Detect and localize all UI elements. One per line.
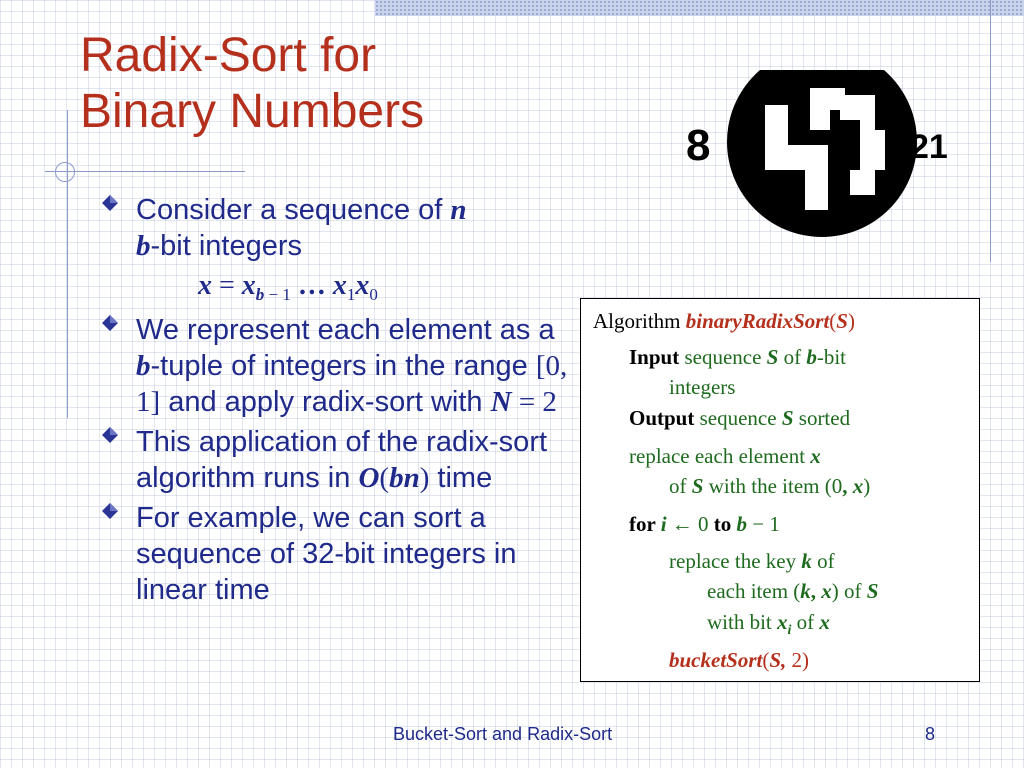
- formula-ellipsis: …: [290, 270, 333, 301]
- algorithm-replace-cont: [669, 472, 870, 501]
- formula-sub-b: b: [255, 285, 265, 304]
- math-variable: n: [450, 194, 467, 226]
- math-paren: ): [419, 462, 430, 494]
- algorithm-for-loop: [629, 510, 780, 539]
- bullet-text: For example, we can sort a sequence of 32-bit integers in linear time: [136, 502, 517, 606]
- algorithm-input-cont: [669, 373, 735, 402]
- diamond-bullet-icon: [102, 427, 118, 443]
- page-number: 8: [925, 724, 936, 744]
- bullet-text: Consider a sequence of: [136, 194, 451, 226]
- math-variable: bn: [389, 462, 420, 494]
- algorithm-box: [580, 298, 980, 682]
- replace-var-x: x: [810, 444, 821, 468]
- math-variable: N: [490, 386, 512, 418]
- output-text: sequence: [694, 406, 782, 430]
- slide-title: [80, 28, 424, 140]
- for-var-b: b: [731, 512, 748, 536]
- decorative-vertical-line: [67, 110, 68, 418]
- algorithm-arg-open: (: [829, 309, 837, 333]
- diamond-bullet-icon: [102, 195, 118, 211]
- decorative-circle: [55, 162, 75, 182]
- math-variable: b: [136, 230, 151, 262]
- bullet-text: -bit integers: [150, 230, 303, 262]
- binary-digits-logo: [670, 70, 970, 240]
- formula-x1: x: [332, 270, 347, 301]
- formula-x0: x: [355, 270, 370, 301]
- header-band: [375, 0, 1024, 16]
- bullet-text: and apply radix-sort with: [160, 386, 491, 418]
- replace-text: with the item (0: [703, 474, 843, 498]
- algorithm-output: [629, 404, 850, 433]
- key-text: with bit: [707, 610, 778, 634]
- replace-text: replace each element: [629, 444, 811, 468]
- for-var-i: i: [660, 512, 667, 536]
- formula-sub-minus1: − 1: [264, 285, 291, 304]
- logo-right-glyph: 21: [910, 128, 948, 166]
- replace-comma: ,: [842, 474, 853, 498]
- math-variable: b: [136, 350, 151, 382]
- diamond-bullet-icon: [102, 503, 118, 519]
- algorithm-header: [593, 307, 855, 336]
- bullet-text: -tuple of integers in the range: [150, 350, 536, 382]
- bullet-text: We represent each element as a: [136, 314, 555, 346]
- formula-line: [100, 268, 570, 308]
- key-var-x: x: [777, 610, 788, 634]
- bullet-list: [100, 192, 570, 612]
- key-var-k: k: [801, 549, 812, 573]
- key-var-x: x: [821, 579, 832, 603]
- title-line-2: Binary Numbers: [80, 85, 425, 138]
- algorithm-replace-key-cont2: [707, 608, 830, 645]
- bullet-item: [100, 500, 570, 608]
- math-variable: O: [358, 462, 380, 494]
- algorithm-input: [629, 343, 846, 372]
- algorithm-arg-close: ): [847, 309, 855, 333]
- math-paren: (: [379, 462, 390, 494]
- input-keyword: Input: [629, 345, 680, 369]
- algorithm-replace: [629, 442, 821, 471]
- input-text: sequence: [679, 345, 767, 369]
- formula-sub-1: 1: [346, 285, 356, 304]
- replace-var-x: x: [852, 474, 864, 498]
- bucket-arg-s: S,: [769, 648, 787, 672]
- algorithm-arg: S: [836, 309, 848, 333]
- for-arrow: ← 0: [666, 512, 714, 536]
- output-keyword: Output: [629, 406, 695, 430]
- input-var-b: b: [806, 345, 817, 369]
- bucket-open: (: [762, 648, 770, 672]
- bucket-sort-fn: bucketSort: [669, 648, 763, 672]
- for-keyword: for: [629, 512, 661, 536]
- title-line-1: Radix-Sort for: [80, 29, 377, 82]
- math-expression: = 2: [511, 386, 557, 418]
- for-text: − 1: [747, 512, 780, 536]
- algorithm-keyword: Algorithm: [593, 309, 686, 333]
- algorithm-bucket-sort: [669, 646, 809, 675]
- bullet-text: This application of the radix-sort algorithm runs in: [136, 426, 548, 494]
- key-text: ) of: [831, 579, 867, 603]
- bullet-item: [100, 192, 570, 264]
- formula-x-b: x: [241, 270, 256, 301]
- replace-var-s: S: [691, 474, 704, 498]
- key-var-k: k: [800, 579, 811, 603]
- algorithm-name: binaryRadixSort: [685, 309, 830, 333]
- bullet-text: time: [429, 462, 493, 494]
- footer-title: Bucket-Sort and Radix-Sort: [393, 724, 613, 744]
- key-var-s: S: [866, 579, 879, 603]
- algorithm-replace-key-cont: [707, 577, 878, 606]
- key-text: of: [791, 610, 820, 634]
- logo-left-glyph: 8: [686, 121, 711, 170]
- bucket-arg-2: 2: [786, 648, 803, 672]
- formula-x: x: [198, 270, 212, 301]
- replace-text: ): [863, 474, 871, 498]
- input-text: of: [778, 345, 807, 369]
- math-range: [0, 1]: [136, 350, 568, 418]
- decorative-vertical-line-right: [990, 0, 991, 262]
- key-comma: ,: [810, 579, 822, 603]
- input-text: integers: [669, 375, 736, 399]
- bullet-item: [100, 312, 570, 420]
- output-var-s: S: [781, 406, 794, 430]
- key-sub-i: i: [787, 623, 792, 639]
- algorithm-replace-key: [669, 547, 835, 576]
- output-text: sorted: [793, 406, 851, 430]
- decorative-horizontal-line: [45, 171, 245, 172]
- for-to-keyword: to: [713, 512, 732, 536]
- formula-eq: =: [212, 270, 242, 301]
- input-var-s: S: [766, 345, 779, 369]
- key-text: of: [811, 549, 835, 573]
- bullet-item: [100, 424, 570, 496]
- diamond-bullet-icon: [102, 315, 118, 331]
- replace-text: of: [669, 474, 692, 498]
- bucket-close: ): [802, 648, 810, 672]
- formula-sub-0: 0: [369, 285, 378, 304]
- key-text: each item (: [707, 579, 801, 603]
- key-var-x: x: [819, 610, 830, 634]
- key-text: replace the key: [669, 549, 802, 573]
- input-text: -bit: [816, 345, 847, 369]
